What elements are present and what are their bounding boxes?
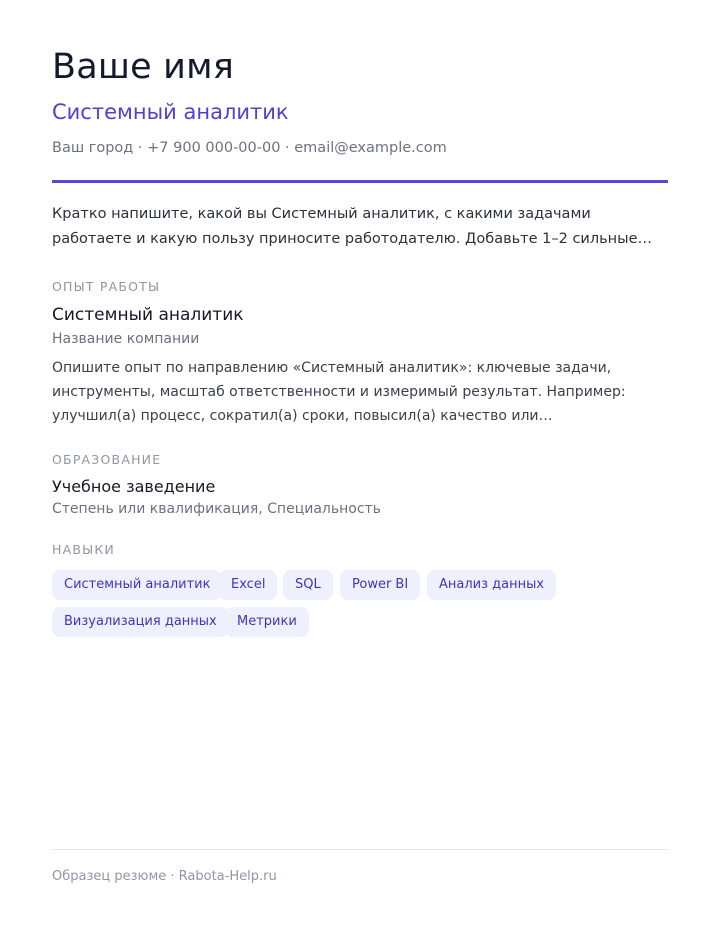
education-degree: Степень или квалификация, Специальность (52, 501, 381, 517)
job-description: Опишите опыт по направлению «Системный аналитик»: ключевые задачи, инструменты, масштаб ответственности и измеримый результат. Например: улучшил(а) процесс, сократил(а) сроки, повысил(а) качество или… (52, 360, 626, 424)
footer-divider (52, 849, 668, 850)
summary-text: Кратко напишите, какой вы Системный аналитик, с какими задачами работаете и какую пользу приносите работодателю. Добавьте 1–2 сильные… (52, 206, 653, 247)
skill-chip: Excel (219, 570, 277, 600)
skill-chip: Power BI (340, 570, 420, 600)
header-divider (52, 180, 668, 183)
experience-section-title: ОПЫТ РАБОТЫ (52, 279, 161, 294)
resume-page (52, 0, 668, 936)
candidate-role: Системный аналитик (52, 100, 289, 124)
footer-text: Образец резюме · Rabota-Help.ru (52, 869, 277, 884)
skill-chip: SQL (283, 570, 333, 600)
skill-chip: Метрики (225, 607, 309, 637)
skill-chip: Системный аналитик (52, 570, 222, 600)
skill-chip: Визуализация данных (52, 607, 229, 637)
contact-line: Ваш город · +7 900 000-00-00 · email@example.com (52, 140, 447, 156)
education-section-title: ОБРАЗОВАНИЕ (52, 452, 162, 467)
skills-section-title: НАВЫКИ (52, 542, 115, 557)
company-name: Название компании (52, 331, 200, 347)
job-title: Системный аналитик (52, 305, 244, 325)
skill-chip: Анализ данных (427, 570, 556, 600)
education-institution: Учебное заведение (52, 477, 216, 496)
candidate-name: Ваше имя (52, 47, 234, 87)
